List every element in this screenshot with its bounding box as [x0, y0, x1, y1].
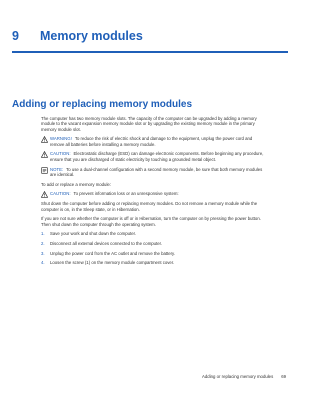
step-text: Disconnect all external devices connected to the computer. [50, 241, 163, 247]
step-text: Loosen the screw (1) on the memory module compartment cover. [50, 260, 175, 266]
note-notice [41, 167, 265, 178]
shutdown-paragraph: Shut down the computer before adding or replacing memory modules. Do not remove a memory module while the computer is on, in the Sleep state, or in Hibernation. [41, 201, 258, 212]
caution-notice-info-loss [41, 191, 265, 196]
caution-icon [41, 191, 48, 198]
chapter-rule [12, 51, 288, 53]
hibernation-paragraph: If you are not sure whether the computer is off or in Hibernation, turn the computer on by pressing the power button. Then shut down the computer through the operating system. [41, 216, 261, 227]
steps-list [41, 231, 265, 265]
footer-section-title: Adding or replacing memory modules [202, 374, 274, 379]
note-icon [41, 167, 48, 174]
caution-icon [41, 151, 48, 158]
caution-label: CAUTION: [50, 151, 71, 157]
warning-notice [41, 136, 265, 147]
chapter-number: 9 [12, 29, 19, 43]
step-text: Save your work and shut down the computer. [50, 231, 136, 237]
caution-text: Electrostatic discharge (ESD) can damage electronic components. Before beginning any procedure, ensure that you are discharged of static electricity by touching a grounded metal object. [50, 151, 264, 162]
page-number: 69 [281, 374, 286, 379]
caution-label: CAUTION: [50, 191, 71, 197]
step-number: 1. [41, 231, 45, 237]
step-number: 3. [41, 250, 45, 256]
section-title: Adding or replacing memory modules [12, 99, 193, 110]
caution-notice-esd [41, 151, 265, 162]
warning-label: WARNING! [50, 136, 72, 142]
chapter-title: Memory modules [40, 29, 143, 43]
warning-text: To reduce the risk of electric shock and damage to the equipment, unplug the power cord and remove all batteries before installing a memory module. [50, 136, 253, 147]
step-number: 2. [41, 241, 45, 247]
chapter-heading [12, 29, 288, 43]
step-item [41, 231, 265, 236]
caution-text: To prevent information loss or an unresponsive system: [73, 191, 179, 197]
step-item [41, 260, 265, 265]
step-text: Unplug the power cord from the AC outlet and remove the battery. [50, 250, 176, 256]
to-add-paragraph: To add or replace a memory module: [41, 181, 111, 187]
intro-paragraph: The computer has two memory module slots. The capacity of the computer can be upgraded by adding a memory module to the vacant expansion memory module slot or by upgrading the existing memory module in the primary memory module slot. [41, 116, 257, 132]
page-footer [202, 374, 286, 379]
note-text: To use a dual-channel configuration with a second memory module, be sure that both memory modules are identical. [50, 166, 263, 177]
warning-icon [41, 136, 48, 143]
step-item [41, 251, 265, 256]
section-body [41, 116, 265, 270]
step-number: 4. [41, 260, 45, 266]
step-item [41, 241, 265, 246]
note-label: NOTE: [50, 166, 64, 172]
